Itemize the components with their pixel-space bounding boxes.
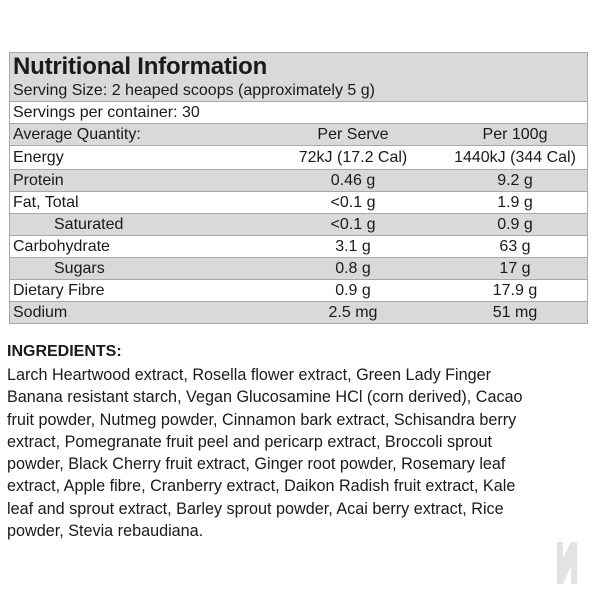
table-row-energy xyxy=(9,146,588,170)
ingredients-heading: INGREDIENTS: xyxy=(7,343,122,360)
column-header-per-100g: Per 100g xyxy=(482,126,548,143)
per-serve-value: 0.8 g xyxy=(335,260,371,277)
servings-per-container-text: Servings per container: 30 xyxy=(13,104,200,121)
serving-size-row xyxy=(9,80,588,102)
per-100g-value: 17 g xyxy=(499,260,531,277)
per-serve-value: 3.1 g xyxy=(335,238,371,255)
serving-size-text: Serving Size: 2 heaped scoops (approximately 5 g) xyxy=(13,82,375,99)
table-row-fat-total xyxy=(9,192,588,214)
per-serve-value: <0.1 g xyxy=(330,216,376,233)
per-100g-value: 51 mg xyxy=(492,304,538,321)
per-serve-value: <0.1 g xyxy=(330,194,376,211)
table-row-protein xyxy=(9,170,588,192)
row-label: Protein xyxy=(13,172,64,189)
per-100g-value: 0.9 g xyxy=(497,216,533,233)
row-label: Energy xyxy=(13,149,64,166)
table-row-dietary-fibre xyxy=(9,280,588,302)
per-serve-value: 2.5 mg xyxy=(328,304,378,321)
per-100g-value: 63 g xyxy=(499,238,531,255)
table-row-saturated xyxy=(9,214,588,236)
per-serve-value: 0.46 g xyxy=(330,172,376,189)
column-header-per-serve: Per Serve xyxy=(317,126,389,143)
ingredients-line: leaf and sprout extract, Barley sprout powder, Acai berry extract, Rice xyxy=(7,499,504,518)
column-header-row xyxy=(9,124,588,146)
table-row-sugars xyxy=(9,258,588,280)
ingredients-line: Larch Heartwood extract, Rosella flower extract, Green Lady Finger xyxy=(7,366,492,384)
servings-per-container-row xyxy=(9,102,588,124)
ingredients-text xyxy=(7,364,573,542)
per-serve-value: 0.9 g xyxy=(335,282,371,299)
table-row-carbohydrate xyxy=(9,236,588,258)
ingredients-line: extract, Pomegranate fruit peel and pericarp extract, Broccoli sprout xyxy=(7,432,492,451)
per-100g-value: 9.2 g xyxy=(497,172,533,189)
per-100g-value: 17.9 g xyxy=(492,282,538,299)
row-label: Saturated xyxy=(54,216,124,233)
column-header-label: Average Quantity: xyxy=(13,126,141,143)
ingredients-line: extract, Apple fibre, Cranberry extract, Daikon Radish fruit extract, Kale xyxy=(7,477,516,496)
row-label: Carbohydrate xyxy=(13,238,110,255)
ingredients-line: fruit powder, Nutmeg powder, Cinnamon bark extract, Schisandra berry xyxy=(7,410,517,429)
row-label: Sodium xyxy=(13,304,68,321)
nutrition-panel xyxy=(9,52,588,324)
row-label: Fat, Total xyxy=(13,194,79,211)
panel-title: Nutritional Information xyxy=(9,52,588,80)
per-serve-value: 72kJ (17.2 Cal) xyxy=(298,149,408,166)
row-label: Sugars xyxy=(54,260,105,277)
ingredients-line: powder, Stevia rebaudiana. xyxy=(7,522,204,541)
per-100g-value: 1440kJ (344 Cal) xyxy=(454,149,576,166)
row-label: Dietary Fibre xyxy=(13,282,105,299)
per-100g-value: 1.9 g xyxy=(497,194,533,211)
ingredients-line: Banana resistant starch, Vegan Glucosamine HCl (corn derived), Cacao xyxy=(7,388,523,407)
table-row-sodium xyxy=(9,302,588,324)
ingredients-line: powder, Black Cherry fruit extract, Ginger root powder, Rosemary leaf xyxy=(7,455,506,474)
brand-logo-watermark-icon xyxy=(551,540,581,586)
